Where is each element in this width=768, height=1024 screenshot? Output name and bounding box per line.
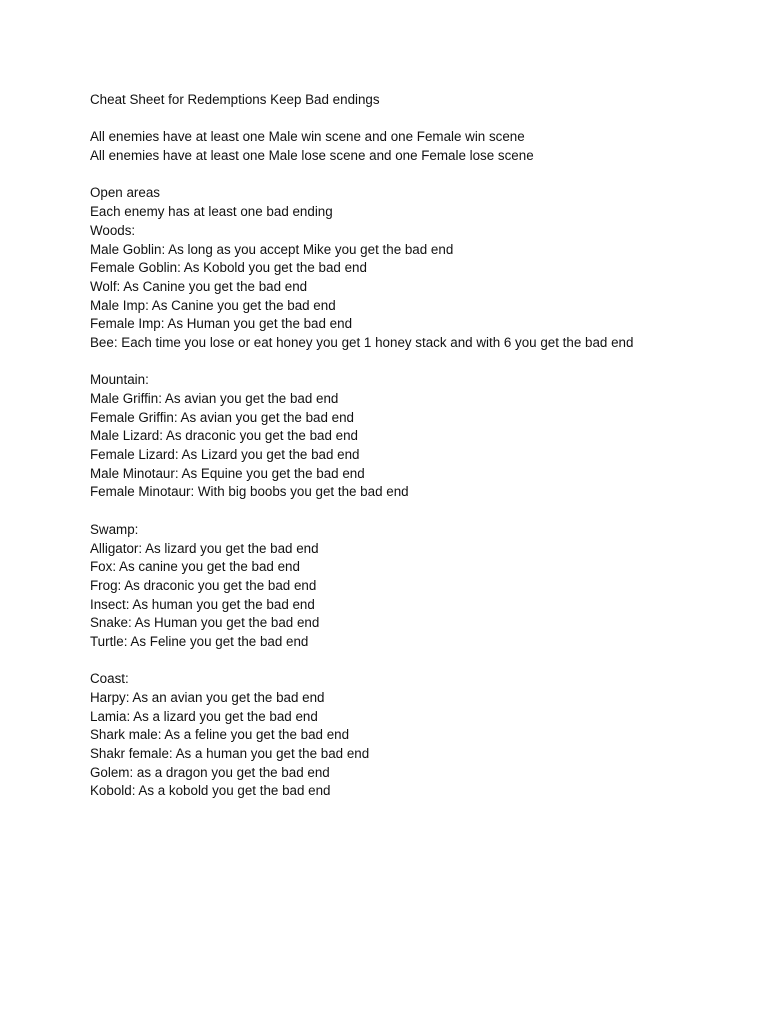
- list-item: Frog: As draconic you get the bad end: [90, 577, 317, 593]
- list-item: Insect: As human you get the bad end: [90, 596, 315, 612]
- list-item: Shark male: As a feline you get the bad end: [90, 727, 350, 743]
- list-item: Bee: Each time you lose or eat honey you get 1 honey stack and with 6 you get the bad end: [90, 334, 634, 350]
- document-title: Cheat Sheet for Redemptions Keep Bad endings: [90, 92, 380, 107]
- spacer: [90, 502, 750, 521]
- spacer: [90, 353, 750, 372]
- section-heading-coast: Coast:: [90, 671, 129, 687]
- list-item: Lamia: As a lizard you get the bad end: [90, 708, 318, 724]
- section-heading-swamp: Swamp:: [90, 521, 139, 537]
- list-item: Turtle: As Feline you get the bad end: [90, 633, 309, 649]
- list-item: Male Griffin: As avian you get the bad end: [90, 391, 339, 406]
- list-item: Female Griffin: As avian you get the bad end: [90, 409, 355, 425]
- list-item: Female Lizard: As Lizard you get the bad end: [90, 447, 360, 463]
- spacer: [90, 110, 750, 129]
- list-item: Kobold: As a kobold you get the bad end: [90, 783, 331, 799]
- section-heading-mountain: Mountain:: [90, 372, 149, 388]
- list-item: Female Goblin: As Kobold you get the bad end: [90, 260, 367, 276]
- intro-line-lose: All enemies have at least one Male lose scene and one Female lose scene: [90, 148, 534, 164]
- list-item: Snake: As Human you get the bad end: [90, 615, 320, 631]
- section-heading-woods: Woods:: [90, 222, 136, 238]
- spacer: [90, 652, 750, 671]
- intro-line-win: All enemies have at least one Male win scene and one Female win scene: [90, 129, 525, 145]
- open-areas-note: Each enemy has at least one bad ending: [90, 204, 333, 220]
- spacer: [90, 166, 750, 185]
- document-page: [90, 91, 750, 801]
- list-item: Alligator: As lizard you get the bad end: [90, 540, 319, 556]
- list-item: Male Goblin: As long as you accept Mike you get the bad end: [90, 241, 454, 257]
- list-item: Female Minotaur: With big boobs you get the bad end: [90, 484, 409, 500]
- open-areas-heading: Open areas: [90, 185, 160, 201]
- list-item: Male Imp: As Canine you get the bad end: [90, 297, 336, 313]
- list-item: Male Minotaur: As Equine you get the bad end: [90, 465, 365, 481]
- list-item: Wolf: As Canine you get the bad end: [90, 278, 308, 294]
- list-item: Golem: as a dragon you get the bad end: [90, 764, 330, 780]
- list-item: Female Imp: As Human you get the bad end: [90, 316, 353, 332]
- list-item: Shakr female: As a human you get the bad end: [90, 746, 370, 762]
- list-item: Harpy: As an avian you get the bad end: [90, 690, 325, 705]
- list-item: Male Lizard: As draconic you get the bad end: [90, 428, 358, 444]
- list-item: Fox: As canine you get the bad end: [90, 559, 300, 575]
